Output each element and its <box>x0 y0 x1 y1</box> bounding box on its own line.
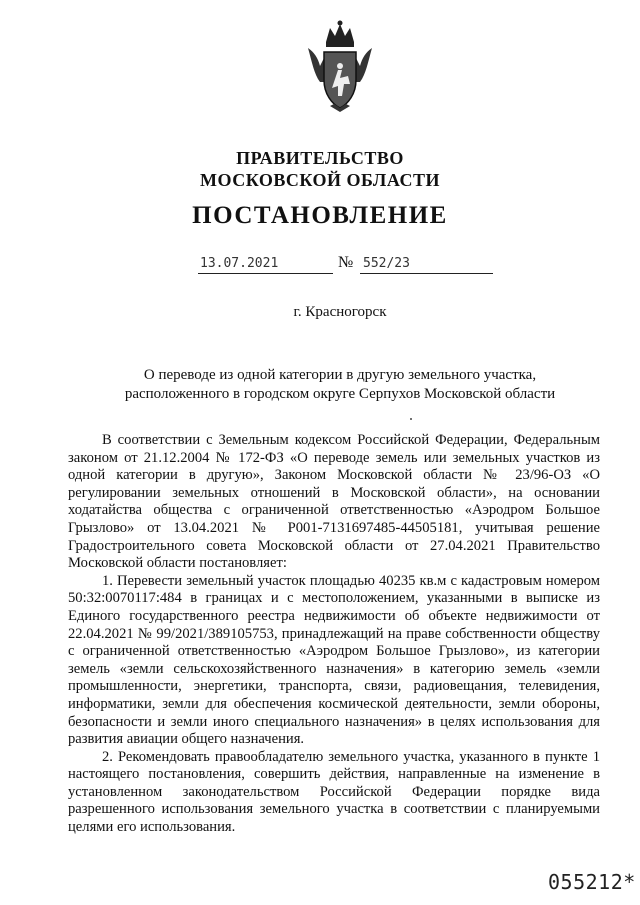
subject-line-2: расположенного в городском округе Серпухов Московской области <box>124 386 556 402</box>
government-title-line-1: ПРАВИТЕЛЬСТВО <box>236 148 404 168</box>
item-2-paragraph: 2. Рекомендовать правообладателю земельного участка, указанного в пункте 1 настоящего постановления, совершить действия, направленные на изменение в установленном законодательством Российской Федерации порядке вида разрешенного использования земельного участка в соответствии с планируемыми целями его использования. <box>68 748 600 836</box>
serial-stamp: 055212* <box>548 870 636 894</box>
document-number: 552/23 <box>363 256 410 271</box>
number-sign: № <box>338 254 354 271</box>
document-city: г. Красногорск <box>293 304 387 320</box>
document-body <box>68 432 600 837</box>
number-underline <box>360 273 493 274</box>
document-date: 13.07.2021 <box>200 256 279 271</box>
subject-line-1: О переводе из одной категории в другую земельного участка, <box>143 367 537 383</box>
scan-speck <box>410 418 412 420</box>
government-title-line-2: МОСКОВСКОЙ ОБЛАСТИ <box>200 170 440 190</box>
moscow-oblast-coat-of-arms-icon <box>304 18 376 114</box>
document-subject <box>100 366 580 404</box>
item-1-paragraph: 1. Перевести земельный участок площадью 40235 кв.м с кадастровым номером 50:32:0070117:484 в границах и с местоположением, указанными в выписке из Единого государственного реестра недвижимости об объекте недвижимости от 22.04.2021 № 99/2021/389105753, принадлежащий на праве собственности обществу с ограниченной ответственностью «Аэродром Большое Грызлово», из категории земель «земли сельскохозяйственного назначения» в категорию земель «земли промышленности, энергетики, транспорта, связи, радиовещания, телевидения, информатики, земли для обеспечения космической деятельности, земли обороны, безопасности и земли иного специального назначения» в целях использования для развития авиации общего назначения. <box>68 572 600 748</box>
document-type-title: ПОСТАНОВЛЕНИЕ <box>192 202 448 229</box>
date-underline <box>198 273 333 274</box>
preamble-paragraph: В соответствии с Земельным кодексом Российской Федерации, Федеральным законом от 21.12.2004 № 172-ФЗ «О переводе земель или земельных участков из одной категории в другую», Законом Московской области № 23/96-ОЗ «О регулировании земельных отношений в Московской области», на основании ходатайства общества с ограниченной ответственностью «Аэродром Большое Грызлово» от 13.04.2021 № Р001-7131697485-44505181, учитывая решение Градостроительного совета Московской области от 27.04.2021 Правительство Московской области постановляет: <box>68 432 600 572</box>
